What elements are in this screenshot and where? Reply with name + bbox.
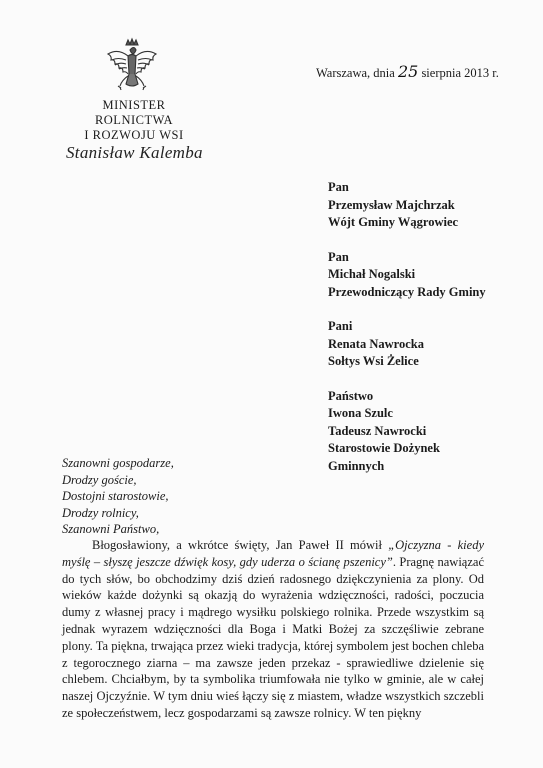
salutation-line: Drodzy rolnicy, — [62, 505, 139, 520]
date-suffix: sierpnia 2013 r. — [418, 66, 499, 80]
minister-signature: Stanisław Kalemba — [66, 143, 203, 162]
addressee-line: Iwona Szulc — [328, 406, 393, 420]
salutation-line: Szanowni Państwo, — [62, 522, 160, 537]
polish-eagle-emblem-icon — [104, 36, 160, 96]
addressee-1 — [328, 179, 486, 232]
letter-date — [316, 62, 499, 81]
addressee-line: Przemysław Majchrzak — [328, 197, 455, 212]
addressee-line: Michał Nogalski — [328, 267, 416, 281]
body-quote: „Ojczyzna - kiedy myślę – słyszę jeszcze dźwięk kosy, gdy uderza o ścianę pszenicy” — [62, 538, 484, 569]
addressee-3 — [328, 318, 486, 371]
addressee-line: Renata Nawrocka — [328, 336, 424, 351]
addressee-line: Tadeusz Nawrocki — [328, 423, 427, 438]
addressee-title: Pan — [328, 180, 349, 194]
addressee-line: Przewodniczący Rady Gminy — [328, 284, 486, 299]
addressee-line: Gminnych — [328, 458, 385, 473]
addressee-line: Wójt Gminy Wągrowiec — [328, 215, 459, 229]
salutation-line: Drodzy goście, — [62, 472, 137, 487]
date-prefix: Warszawa, dnia — [316, 66, 398, 80]
addressee-title: Pan — [328, 249, 349, 264]
body-paragraph — [62, 537, 484, 722]
ministry-name — [64, 98, 204, 143]
ministry-line-1: MINISTER ROLNICTWA — [94, 98, 174, 127]
addressee-2 — [328, 249, 486, 302]
addressees-block — [328, 179, 486, 492]
date-day-handwritten: 25 — [397, 62, 419, 81]
addressee-title: Pani — [328, 319, 353, 333]
addressee-title: Państwo — [328, 388, 374, 403]
ministry-line-2: I ROZWOJU WSI — [84, 128, 184, 142]
addressee-4 — [328, 388, 486, 476]
salutation-line: Szanowni gospodarze, — [62, 456, 174, 470]
addressee-line: Starostowie Dożynek — [328, 441, 440, 455]
salutation-line: Dostojni starostowie, — [62, 489, 169, 504]
addressee-line: Sołtys Wsi Żelice — [328, 354, 419, 368]
body-intro: Błogosławiony, a wkrótce święty, Jan Paweł II mówił — [92, 538, 389, 552]
body-rest: . Pragnę nawiązać do tych słów, bo obchodzimy dziś dzień radosnego dziękczynienia za plony. Od wieków każde dożynki są okazją do wyrażenia wdzięczności, radości, poczucia dumy z własnej pracy i mądrego wysiłku polskiego rolnika. Przede wszystkim są jednak wyrazem wdzięczności dla Boga i Matki Bożej za szczęśliwie zebrane plony. Ta piękna, trwająca przez wieki tradycja, której symbolem jest bochen chleba z tegorocznego ziarna – ma zawsze jeden przekaz - sprawiedliwe dzielenie się chlebem. Chciałbym, by ta symbolika triumfowała nie tylko w gminie, ale w całej naszej Ojczyźnie. W tym dniu wieś łączy się z miastem, władze wszystkich szczebli ze społeczeństwem, lecz gospodarzami są zawsze rolnicy. W ten piękny — [62, 554, 484, 720]
salutations-block — [62, 455, 174, 538]
